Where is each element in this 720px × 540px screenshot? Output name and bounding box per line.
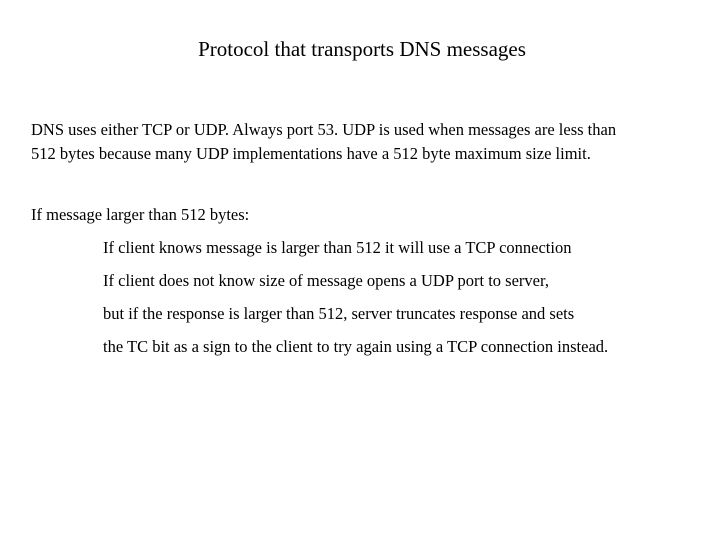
condition-heading: If message larger than 512 bytes: (31, 205, 250, 224)
condition-line: If client knows message is larger than 512 it will use a TCP connection (103, 238, 572, 257)
slide-title: Protocol that transports DNS messages (198, 37, 526, 61)
intro-line: 512 bytes because many UDP implementations have a 512 byte maximum size limit. (31, 144, 591, 163)
condition-line: If client does not know size of message opens a UDP port to server, (103, 271, 549, 290)
condition-line: but if the response is larger than 512, server truncates response and sets (103, 304, 575, 323)
intro-line: DNS uses either TCP or UDP. Always port 53. UDP is used when messages are less than (31, 120, 617, 139)
intro-paragraph (31, 118, 711, 166)
condition-line: the TC bit as a sign to the client to try again using a TCP connection instead. (103, 337, 609, 356)
